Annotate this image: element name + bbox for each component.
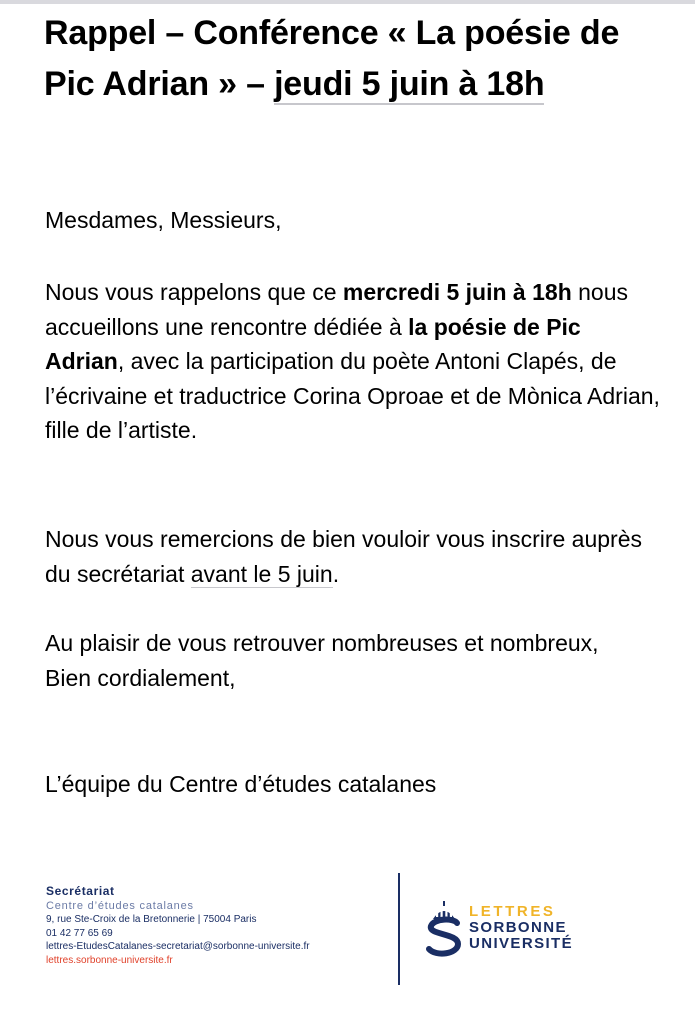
deadline-link[interactable]: avant le 5 juin — [190, 560, 333, 587]
footer-website[interactable]: lettres.sorbonne-universite.fr — [46, 954, 173, 966]
signature: L’équipe du Centre d’études catalanes — [45, 771, 437, 797]
top-edge-bar — [0, 0, 695, 4]
main-paragraph — [45, 275, 665, 448]
thanks-paragraph — [45, 522, 665, 591]
footer-label: Secrétariat — [46, 884, 115, 898]
title-text: Rappel – Conférence « La poésie de Pic Adrian » – — [44, 14, 620, 103]
main-topic-bold: la poésie de Pic Adrian — [45, 313, 581, 374]
greeting: Mesdames, Messieurs, — [45, 207, 282, 233]
logo-universite: UNIVERSITÉ — [469, 935, 574, 952]
footer-address: 9, rue Ste-Croix de la Bretonnerie | 75004 Paris — [46, 914, 257, 925]
footer-email[interactable]: lettres-EtudesCatalanes-secretariat@sorbonne-universite.fr — [46, 941, 310, 952]
footer-centre: Centre d’études catalanes — [46, 900, 194, 912]
footer-divider — [398, 873, 400, 985]
title-date-link[interactable]: jeudi 5 juin à 18h — [274, 65, 545, 103]
closing-paragraph — [45, 626, 665, 695]
logo-lettres: LETTRES — [469, 903, 556, 920]
main-text-2: nous accueillons une rencontre dédiée à — [45, 279, 629, 340]
thanks-text-2: . — [332, 560, 340, 587]
thanks-text-1: Nous vous remercions de bien vouloir vous inscrire auprès du secrétariat — [45, 526, 643, 587]
main-text-1: Nous vous rappelons que ce — [45, 279, 343, 305]
closing-line-2: Bien cordialement, — [45, 664, 236, 691]
sorbonne-logo-text — [469, 903, 573, 952]
main-text-3: , avec la participation du poète Antoni Clapés, de l’écrivaine et traductrice Corina Oproae et de Mònica Adrian, fille de l’artiste. — [45, 348, 660, 443]
footer-phone[interactable]: 01 42 77 65 69 — [46, 927, 113, 939]
main-date-bold: mercredi 5 juin à 18h — [342, 279, 572, 305]
footer-contact — [46, 883, 396, 967]
email-title — [44, 8, 664, 110]
logo-sorbonne: SORBONNE — [469, 919, 567, 936]
sorbonne-logo-icon — [424, 899, 464, 957]
closing-line-1: Au plaisir de vous retrouver nombreuses et nombreux, — [45, 630, 599, 656]
